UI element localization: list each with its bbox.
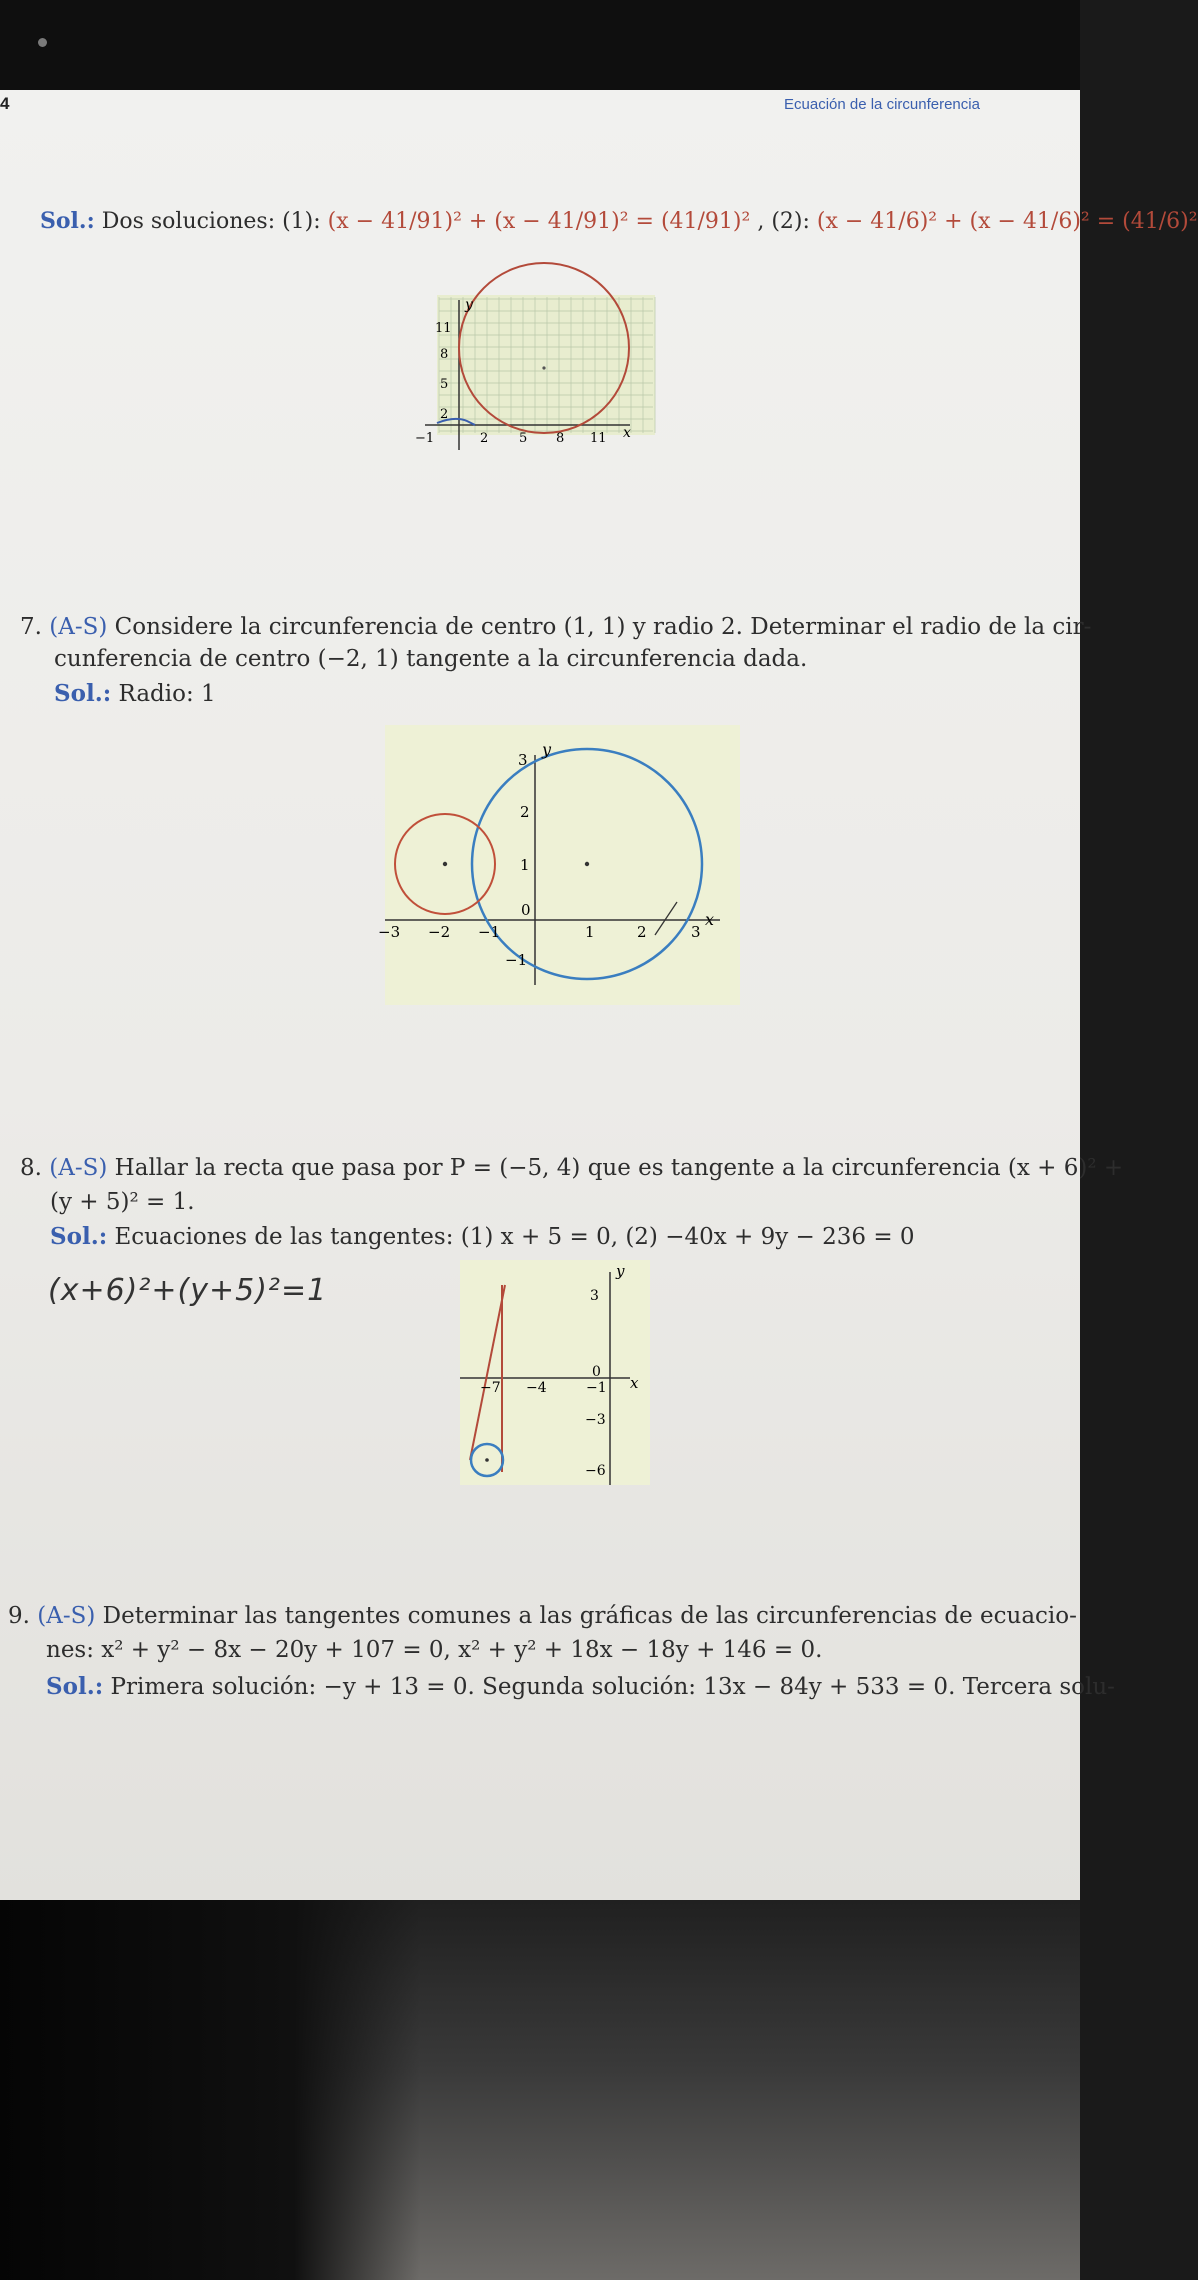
sol6-label: Sol.:	[40, 208, 95, 234]
sol6-line	[40, 208, 1198, 234]
chart3-y-tick: −3	[585, 1412, 606, 1428]
chart2-center-large	[585, 862, 589, 866]
chart2-y-tick: 1	[520, 856, 530, 874]
problem9-tag: (A-S)	[37, 1603, 96, 1629]
problem8-line2: (y + 5)² = 1.	[50, 1189, 195, 1215]
chart3-x-tick: −4	[526, 1380, 547, 1396]
chart1-y-tick: 5	[440, 377, 449, 392]
sol6-separator: , (2):	[757, 209, 817, 234]
chart-tangent-circles	[375, 725, 740, 1010]
chart1-x-tick: −1	[415, 431, 435, 446]
problem8-text: Hallar la recta que pasa por P = (−5, 4) que es tangente a la circunferencia (x + 6)² +	[114, 1155, 1124, 1181]
problem9-sol-label: Sol.:	[46, 1673, 104, 1700]
chart2-x-tick: −2	[428, 923, 451, 941]
chart2-x-tick: 2	[637, 923, 647, 941]
problem7-tag: (A-S)	[49, 614, 108, 640]
problem8-sol-label: Sol.:	[50, 1223, 108, 1250]
chart1-y-tick: 8	[440, 347, 449, 362]
chart2-x-tick: 1	[585, 923, 595, 941]
problem8-tag: (A-S)	[49, 1155, 108, 1181]
page-number: 4	[0, 94, 10, 113]
problem8-line1	[20, 1155, 1123, 1181]
chart2-x-tick: 3	[691, 923, 701, 941]
sol6-formula-1: (x − 41/91)² + (x − 41/91)² = (41/91)²	[327, 209, 751, 234]
problem8-number: 8.	[20, 1155, 42, 1181]
chart1-center-point	[542, 366, 545, 369]
chart1-x-tick: 5	[519, 431, 528, 446]
sol6-formula-2: (x − 41/6)² + (x − 41/6)² = (41/6)²	[816, 209, 1198, 234]
problem7-line2: cunferencia de centro (−2, 1) tangente a la circunferencia dada.	[54, 646, 808, 672]
chart2-center-small	[443, 862, 447, 866]
chart1-y-tick: 2	[440, 407, 449, 422]
section-title: Ecuación de la circunferencia	[784, 96, 980, 113]
problem9-solution	[46, 1673, 1115, 1700]
camera-dot-icon	[38, 38, 47, 47]
chart1-x-label: x	[623, 425, 631, 441]
problem9-line2: nes: x² + y² − 8x − 20y + 107 = 0, x² + y² + 18x − 18y + 146 = 0.	[46, 1637, 823, 1663]
sol6-text: Dos soluciones: (1):	[101, 209, 328, 234]
problem7-solution	[54, 680, 216, 707]
problem7-number: 7.	[20, 614, 42, 640]
chart1-y-tick: 11	[435, 321, 452, 336]
chart2-x-tick: −1	[478, 923, 501, 941]
chart1-x-tick: 8	[556, 431, 565, 446]
problem9-number: 9.	[8, 1603, 30, 1629]
problem8-sol-text: Ecuaciones de las tangentes: (1) x + 5 = 0, (2) −40x + 9y − 236 = 0	[114, 1224, 915, 1250]
chart2-y-tick: 3	[518, 751, 528, 769]
handwritten-note: (x+6)²+(y+5)²=1	[48, 1273, 328, 1308]
chart2-x-tick: 0	[521, 901, 531, 919]
problem7-sol-label: Sol.:	[54, 680, 112, 707]
chart1-y-label: y	[465, 297, 473, 313]
problem9-sol-text: Primera solución: −y + 13 = 0. Segunda solución: 13x − 84y + 533 = 0. Tercera solu-	[110, 1674, 1115, 1700]
problem7-sol-text: Radio: 1	[118, 681, 216, 707]
chart1-x-tick: 2	[480, 431, 489, 446]
chart2-background	[385, 725, 740, 1005]
textbook-page	[0, 90, 1198, 1905]
chart3-y-tick: 3	[590, 1288, 599, 1304]
chart3-x-tick: −1	[586, 1380, 607, 1396]
problem7-line1	[20, 614, 1091, 640]
chart-tangent-lines	[440, 1260, 650, 1495]
chart1-x-tick: 11	[590, 431, 607, 446]
problem8-solution	[50, 1223, 915, 1250]
phone-status-bar	[0, 0, 1080, 90]
table-shadow	[0, 1900, 420, 2280]
chart2-y-tick: 2	[520, 803, 530, 821]
chart3-y-label: y	[616, 1262, 625, 1280]
chart2-x-label: x	[705, 910, 715, 929]
chart3-x-label: x	[630, 1374, 639, 1392]
chart3-y-tick: −6	[585, 1463, 606, 1479]
chart2-y-tick: −1	[505, 951, 528, 969]
chart3-y-tick: 0	[592, 1364, 601, 1380]
problem7-text: Considere la circunferencia de centro (1, 1) y radio 2. Determinar el radio de la cir-	[114, 614, 1092, 640]
problem9-text: Determinar las tangentes comunes a las gráficas de las circunferencias de ecuacio-	[102, 1603, 1077, 1629]
chart-circle-tangent-axes	[415, 295, 655, 460]
chart2-x-tick: −3	[378, 923, 401, 941]
chart3-center-point	[485, 1458, 489, 1462]
chart2-y-label: y	[542, 740, 552, 759]
chart3-x-tick: −7	[480, 1380, 501, 1396]
problem9-line1	[8, 1603, 1077, 1629]
